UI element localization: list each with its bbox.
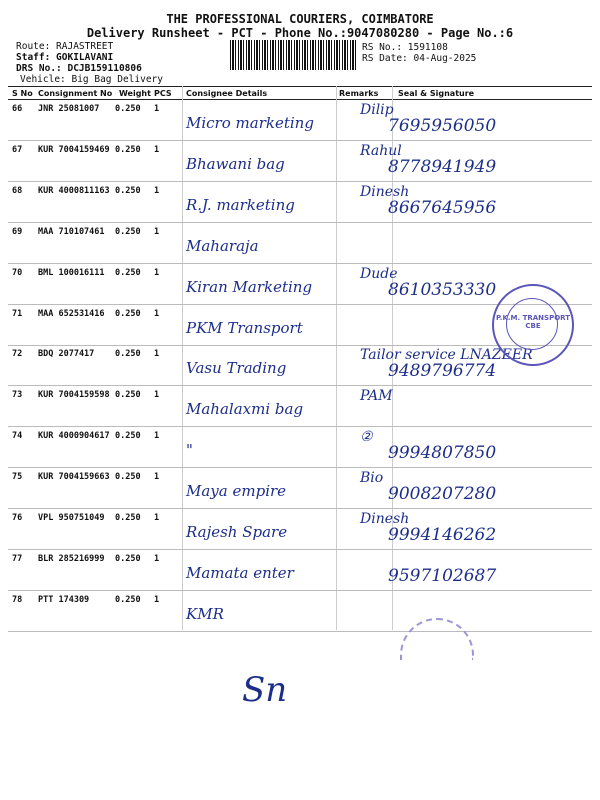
row-weight: 0.250: [115, 390, 141, 401]
row-signature: Rahul: [360, 142, 402, 159]
barcode: [230, 40, 358, 70]
row-sno: 72: [12, 349, 23, 360]
row-consignee: R.J. marketing: [186, 195, 295, 214]
table-row: [8, 223, 592, 264]
row-weight: 0.250: [115, 472, 141, 483]
row-weight: 0.250: [115, 267, 141, 278]
row-consignee: Vasu Trading: [186, 359, 287, 378]
row-pcs: 1: [154, 349, 160, 360]
row-weight: 0.250: [115, 144, 141, 155]
col-pcs: PCS: [154, 89, 172, 98]
row-consignment-no: KUR 4000811163: [38, 185, 110, 196]
row-consignment-no: KUR 7004159663: [38, 472, 110, 483]
row-phone: 9994146262: [388, 525, 497, 545]
table-row: [8, 182, 592, 223]
row-phone: 9994807850: [388, 443, 497, 464]
row-signature: Tailor service LNAZEER: [360, 347, 533, 364]
row-consignee: KMR: [186, 604, 224, 623]
row-signature: Dude: [360, 265, 398, 282]
table-top-rule: [8, 86, 592, 87]
table-row: [8, 550, 592, 591]
table-row: [8, 427, 592, 468]
row-consignment-no: MAA 652531416: [38, 308, 105, 319]
row-pcs: 1: [154, 513, 160, 523]
row-pcs: 1: [154, 472, 160, 483]
row-signature: PAM: [360, 388, 393, 405]
stamp-text: P.K.M. TRANSPORT CBE: [495, 314, 571, 330]
table-row: [8, 509, 592, 550]
row-signature: Dinesh: [360, 511, 410, 527]
table-row: [8, 468, 592, 509]
row-pcs: 1: [154, 390, 160, 401]
vehicle-label: Vehicle: Big Bag Delivery: [20, 74, 163, 85]
row-consignee: Kiran Marketing: [186, 277, 313, 296]
row-pcs: 1: [154, 431, 160, 442]
col-weight: Weight: [119, 89, 151, 98]
row-pcs: 1: [154, 226, 160, 237]
col-remarks: Remarks: [339, 89, 379, 98]
row-consignee: Mamata enter: [186, 563, 294, 582]
col-sno: S No: [12, 89, 33, 98]
row-pcs: 1: [154, 553, 160, 564]
row-sno: 71: [12, 308, 23, 319]
row-consignment-no: KUR 7004159469: [38, 144, 110, 155]
row-consignee: PKM Transport: [186, 318, 303, 337]
row-consignee: Micro marketing: [186, 114, 314, 132]
row-sno: 66: [12, 104, 23, 114]
table-row: [8, 100, 592, 141]
col-consignment: Consignment No: [38, 89, 113, 98]
row-pcs: 1: [154, 104, 160, 114]
table-row: [8, 591, 592, 632]
row-pcs: 1: [154, 144, 160, 155]
row-consignee: Bhawani bag: [186, 154, 285, 173]
row-phone: 9008207280: [388, 484, 497, 505]
row-phone: 8667645956: [388, 197, 497, 218]
row-weight: 0.250: [115, 104, 141, 114]
table-row: [8, 386, 592, 427]
row-weight: 0.250: [115, 308, 141, 319]
runsheet-title: THE PROFESSIONAL COURIERS, COIMBATORE: [166, 12, 434, 26]
row-sno: 74: [12, 431, 23, 442]
row-sno: 69: [12, 226, 23, 237]
row-sno: 70: [12, 267, 23, 278]
drs-label: DRS No.: DCJB159110806: [16, 63, 142, 74]
row-consignment-no: KUR 7004159598: [38, 390, 110, 401]
row-sno: 68: [12, 185, 23, 196]
row-consignment-no: BML 100016111: [38, 267, 105, 278]
row-consignee: ": [186, 441, 193, 460]
row-weight: 0.250: [115, 431, 141, 442]
row-weight: 0.250: [115, 594, 141, 605]
row-sno: 77: [12, 553, 23, 564]
row-phone: 7695956050: [388, 116, 497, 136]
row-weight: 0.250: [115, 513, 141, 523]
row-weight: 0.250: [115, 553, 141, 564]
row-consignment-no: KUR 4000904617: [38, 431, 110, 442]
row-sno: 73: [12, 390, 23, 401]
row-signature: Dinesh: [360, 183, 410, 200]
row-consignee: Rajesh Spare: [186, 523, 288, 541]
row-pcs: 1: [154, 308, 160, 319]
rs-date: RS Date: 04-Aug-2025: [362, 53, 477, 64]
col-consignee: Consignee Details: [186, 89, 268, 98]
row-consignee: Maya empire: [186, 482, 287, 501]
row-pcs: 1: [154, 185, 160, 196]
row-phone: 8610353330: [388, 279, 497, 300]
row-consignment-no: MAA 710107461: [38, 226, 105, 237]
row-pcs: 1: [154, 594, 160, 605]
row-signature: ②: [360, 429, 373, 446]
row-phone: 8778941949: [388, 156, 497, 177]
row-signature: Dilip: [360, 102, 394, 118]
row-signature: Bio: [360, 470, 384, 487]
row-phone: 9597102687: [388, 565, 497, 586]
row-consignment-no: VPL 950751049: [38, 513, 105, 523]
route-label: Route: RAJASTREET: [16, 41, 114, 52]
company-stamp: [492, 284, 574, 366]
row-sno: 67: [12, 144, 23, 155]
footer-signature: Sn: [242, 670, 288, 710]
row-sno: 78: [12, 594, 23, 605]
row-sno: 75: [12, 472, 23, 483]
runsheet-subtitle: Delivery Runsheet - PCT - Phone No.:9047080280 - Page No.:6: [86, 26, 514, 40]
row-consignment-no: BLR 285216999: [38, 553, 105, 564]
row-weight: 0.250: [115, 185, 141, 196]
row-phone: 9489796774: [388, 361, 497, 382]
col-signature: Seal & Signature: [398, 89, 475, 98]
row-consignee: Mahalaxmi bag: [186, 400, 304, 419]
row-consignment-no: BDQ 2077417: [38, 349, 95, 360]
table-row: [8, 141, 592, 182]
row-consignee: Maharaja: [186, 236, 259, 255]
staff-label: Staff: GOKILAVANI: [16, 52, 114, 63]
row-sno: 76: [12, 513, 23, 523]
row-pcs: 1: [154, 267, 160, 278]
row-weight: 0.250: [115, 226, 141, 237]
row-weight: 0.250: [115, 349, 141, 360]
rs-number: RS No.: 1591108: [362, 42, 448, 53]
row-consignment-no: PTT 174309: [38, 594, 90, 605]
row-consignment-no: JNR 25081007: [38, 104, 100, 114]
